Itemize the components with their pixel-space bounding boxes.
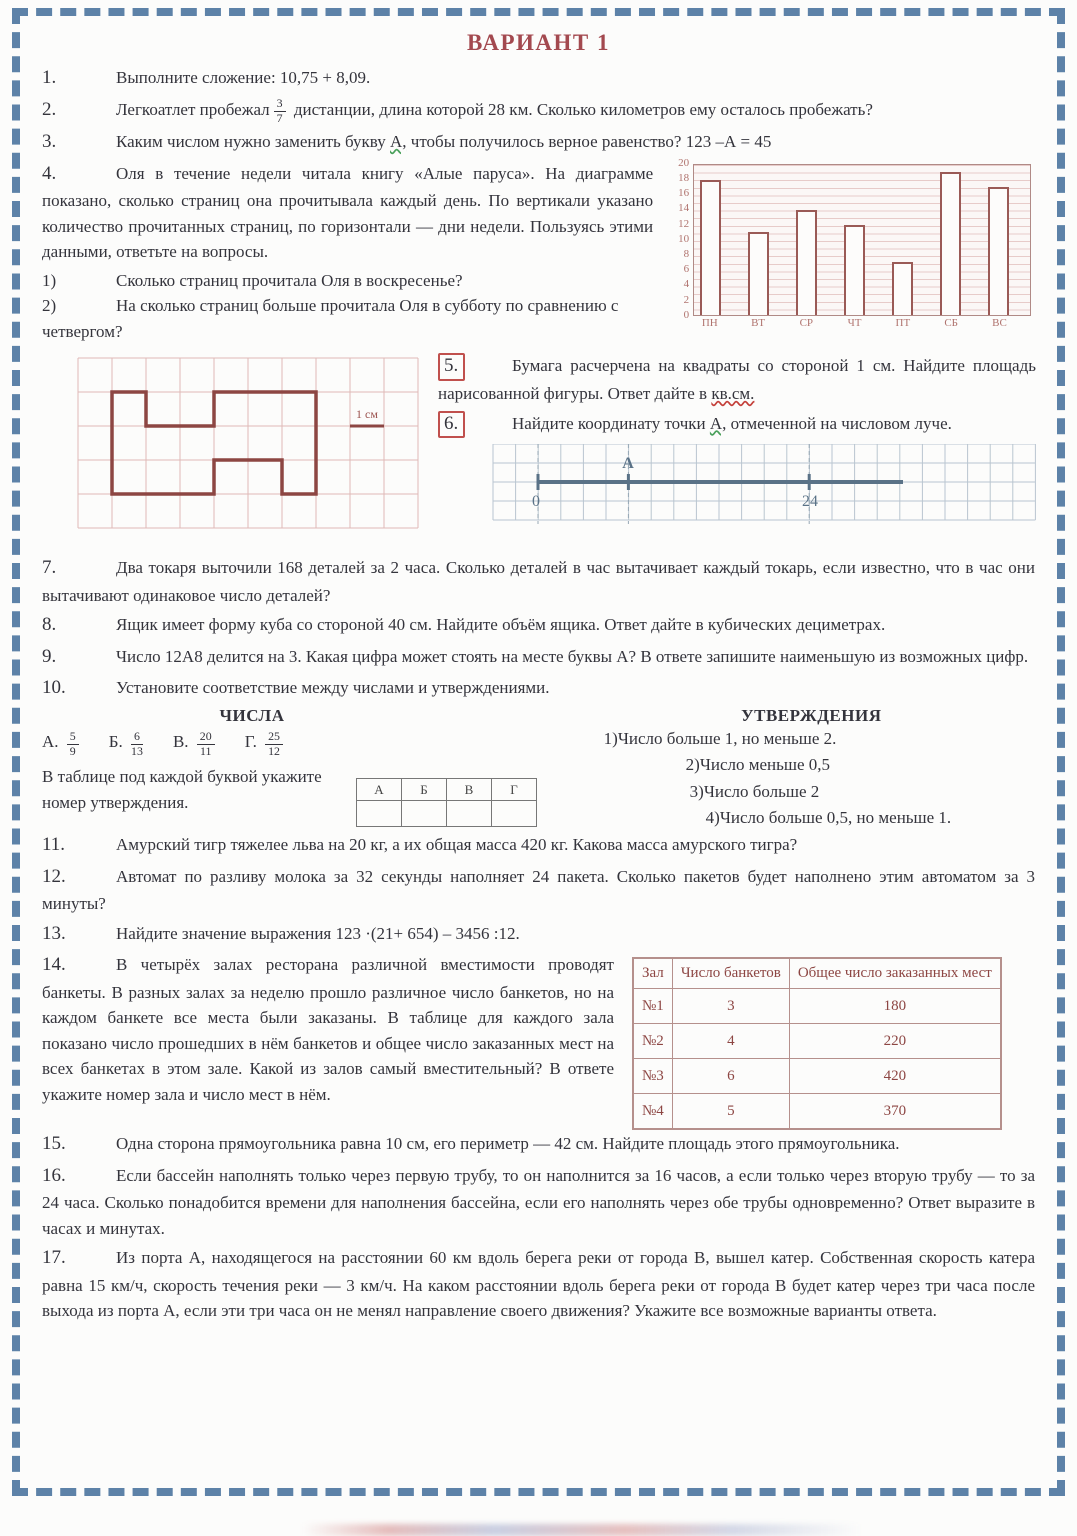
problem-12-text: Автомат по разливу молока за 32 секунды наполняет 24 пакета. Сколько пакетов будет наполнено этим автоматом за 3 минуты? <box>42 866 1035 914</box>
x-tick-label: ВС <box>992 316 1007 329</box>
banquet-cell: 420 <box>789 1059 1001 1094</box>
bar-ПТ <box>892 262 913 315</box>
number-option-fraction: $\frac{6}{13}$ <box>131 728 143 758</box>
page-title: ВАРИАНТ 1 <box>466 30 611 55</box>
banquet-row <box>633 1059 1001 1094</box>
problem-1 <box>42 64 1035 93</box>
problem-1-number: 1. <box>42 67 57 88</box>
chart-y-axis <box>667 156 693 321</box>
y-tick-label: 8 <box>683 248 690 260</box>
chart-plot <box>693 164 1031 316</box>
answer-note: В таблице под каждой буквой укажите номер утверждения. <box>42 767 322 812</box>
statements-heading: УТВЕРЖДЕНИЯ <box>741 705 882 725</box>
banquet-col-header: Число банкетов <box>672 958 789 989</box>
number-option-label: В. <box>172 732 193 752</box>
problem-2-number: 2. <box>42 98 57 120</box>
bar-СР <box>796 210 817 315</box>
problem-14-text: В четырёх залах ресторана различной вместимости проводят банкеты. В разных залах за неделю прошло различное число банкетов, но на каждом банкете все места были заказаны. В таблице для каждого зала показано число прошедших в нём банкетов и общее число заказанных мест на всех банкетах в этом зале. Какой из залов самый вместительный? В ответе укажите номер зала и число мест в нём. <box>42 955 614 1104</box>
bar-ВТ <box>748 232 769 315</box>
problem-15-number: 15. <box>42 1133 66 1155</box>
problem-5-units: кв.см. <box>711 384 755 404</box>
problem-7-number: 7. <box>42 557 57 579</box>
y-tick-label: 0 <box>683 308 690 321</box>
matching-section <box>42 706 1035 831</box>
problem-7-text: Два токаря выточили 168 деталей за 2 часа. Сколько деталей в час вытачивает каждый токарь, если известно, что в час они вытачивают одинаковое число деталей? <box>42 558 1035 605</box>
banquet-cell: №1 <box>633 989 672 1024</box>
answer-cell-В <box>447 801 492 827</box>
banquet-col-header: Зал <box>633 958 672 989</box>
problem-8 <box>42 611 1035 640</box>
dashed-border-frame <box>12 8 1065 1496</box>
problem-8-text: Ящик имеет форму куба со стороной 40 см. Найдите объём ящика. Ответ дайте в кубических дециметрах. <box>116 615 886 635</box>
problem-16 <box>42 1162 1035 1242</box>
bar-ВС <box>988 187 1009 315</box>
problem-14 <box>42 951 614 1127</box>
numbers-column <box>42 706 588 831</box>
banquet-cell: 180 <box>789 989 1001 1024</box>
statement-3: 3)Число больше 2 <box>689 781 820 801</box>
problem-6-text-after: отмеченной на числовом луче. <box>730 413 952 433</box>
problem-17-number: 17. <box>42 1247 66 1269</box>
y-tick-label: 12 <box>678 217 690 230</box>
y-tick-label: 18 <box>678 172 690 184</box>
problem-3-number: 3. <box>42 131 57 153</box>
answer-cell-Г <box>492 801 537 827</box>
figure-section <box>42 352 1035 534</box>
statements-list <box>588 726 1035 831</box>
problem-3-text-before: Каким числом нужно заменить букву <box>116 132 386 152</box>
y-tick-label: 6 <box>683 263 690 276</box>
x-tick-label: ПН <box>701 316 718 329</box>
bar-ЧТ <box>844 225 865 315</box>
problem-10-number: 10. <box>42 677 66 699</box>
problem-5-number: 5. <box>438 352 512 381</box>
problems-5-6-column <box>438 352 1036 534</box>
fraction-3-7: $\frac{3}{7}$ <box>274 97 286 125</box>
chart-x-labels <box>693 316 1031 331</box>
banquet-cell: 4 <box>672 1024 789 1059</box>
statements-column <box>588 706 1035 831</box>
numbers-heading: ЧИСЛА <box>219 705 285 725</box>
problem-16-text: Если бассейн наполнять только через первую трубу, то он наполнится за 16 часов, а если только через вторую трубу — то за 24 часа. Сколько понадобится времени для наполнения бассейна, если его наполнять через обе трубы одновременно? Ответ выразите в часах и минутах. <box>42 1165 1035 1238</box>
statement-4: 4)Число больше 0,5, но меньше 1. <box>705 807 952 827</box>
problem-3-letter-a: А, <box>390 132 407 152</box>
x-tick-label: ЧТ <box>847 316 862 329</box>
number-line-figure <box>488 444 1036 526</box>
number-option-fraction: $\frac{5}{9}$ <box>67 730 79 758</box>
problem-2-text-after: дистанции, длина которой 28 км. Сколько километров ему осталось пробежать? <box>293 99 873 119</box>
problem-4 <box>42 160 653 265</box>
scale-label: 1 см <box>356 407 378 422</box>
number-option-label: А. <box>42 732 63 752</box>
banquet-table-body <box>633 989 1001 1130</box>
banquet-cell: 220 <box>789 1024 1001 1059</box>
problem-10-text: Установите соответствие между числами и утверждениями. <box>116 678 550 698</box>
banquet-cell: №3 <box>633 1059 672 1094</box>
problem-17 <box>42 1244 1035 1324</box>
problem-14-section <box>42 951 1035 1130</box>
answer-col-А: А <box>357 779 402 801</box>
number-option-fraction: $\frac{20}{11}$ <box>197 730 215 758</box>
statement-1: 1)Число больше 1, но меньше 2. <box>603 728 837 748</box>
answer-table-head <box>357 779 537 801</box>
x-tick-label: ВТ <box>751 316 765 329</box>
grid-lines <box>78 358 418 528</box>
problem-3 <box>42 128 1035 157</box>
answer-col-Г: Г <box>492 779 537 801</box>
problem-17-text: Из порта А, находящегося на расстоянии 60 км вдоль берега реки от города В, вышел катер. Собственная скорость катера равна 15 км/ч, скорость течения реки — 3 км/ч. На каком расстоянии вдоль берега реки от города В будет катер через три часа после выхода из порта А, если эти три часа он не менял направление своего движения? Укажите все возможные варианты ответа. <box>42 1248 1035 1321</box>
problem-6-text-before: Найдите координату точки <box>512 413 706 433</box>
numbers-list <box>42 730 588 758</box>
banquet-row <box>633 1024 1001 1059</box>
problem-14-number: 14. <box>42 954 66 976</box>
problem-16-number: 16. <box>42 1164 66 1186</box>
problem-9 <box>42 643 1035 672</box>
problem-9-number: 9. <box>42 645 57 667</box>
problem-11-text: Амурский тигр тяжелее льва на 20 кг, а их общая масса 420 кг. Какова масса амурского тигра? <box>116 835 798 855</box>
answer-cell-Б <box>402 801 447 827</box>
answer-cell-А <box>357 801 402 827</box>
zero-label: 0 <box>532 493 540 511</box>
answer-col-В: В <box>447 779 492 801</box>
problem-4-question-1: 1) Сколько страниц прочитала Оля в воскресенье? <box>42 270 463 290</box>
problem-3-text-after: чтобы получилось верное равенство? 123 –А = 45 <box>410 132 772 152</box>
answer-table <box>356 778 537 827</box>
problem-6 <box>438 410 1036 439</box>
number-option-Г <box>244 728 287 758</box>
problem-4-section <box>42 156 1035 345</box>
banquet-cell: 370 <box>789 1094 1001 1130</box>
bar-ПН <box>700 180 721 315</box>
point-a-label: А <box>622 455 634 473</box>
problem-8-number: 8. <box>42 614 57 636</box>
problem-2-text-before: Легкоатлет пробежал <box>116 99 270 119</box>
problem-13 <box>42 920 1035 949</box>
number-option-label: Г. <box>244 732 262 752</box>
problem-11 <box>42 831 1035 860</box>
y-tick-label: 10 <box>678 232 690 245</box>
number-option-А <box>42 728 83 758</box>
banquet-table <box>632 957 1002 1130</box>
problem-10 <box>42 674 1035 703</box>
answer-table-row <box>357 801 537 827</box>
grid-figure <box>70 352 432 534</box>
banquet-col-header: Общее число заказанных мест <box>789 958 1001 989</box>
banquet-row <box>633 1094 1001 1130</box>
problem-1-text: Выполните сложение: 10,75 + 8,09. <box>116 68 371 87</box>
answer-col-Б: Б <box>402 779 447 801</box>
number-option-В <box>172 728 219 758</box>
problem-13-text: Найдите значение выражения 123 ·(21+ 654) – 3456 :12. <box>116 923 520 943</box>
statement-2: 2)Число меньше 0,5 <box>685 755 831 775</box>
banquet-cell: 6 <box>672 1059 789 1094</box>
problem-6-point-a: А, <box>709 413 727 433</box>
problem-4-text: Оля в течение недели читала книгу «Алые паруса». На диаграмме показано, сколько страниц она прочитывала каждый день. По вертикали указано количество прочитанных страниц, по горизонтали — дни недели. Пользуясь этими данными, ответьте на вопросы. <box>42 163 654 262</box>
bar-СБ <box>940 172 961 315</box>
problem-12-number: 12. <box>42 865 66 887</box>
problem-11-number: 11. <box>42 834 66 856</box>
problem-5-text: Бумага расчерчена на квадраты со стороной 1 см. Найдите площадь нарисованной фигуры. Ответ дайте в <box>438 356 1036 404</box>
problem-12 <box>42 863 1035 917</box>
banquet-cell: №4 <box>633 1094 672 1130</box>
y-tick-label: 16 <box>678 187 690 200</box>
problem-13-number: 13. <box>42 922 66 944</box>
problem-15-text: Одна сторона прямоугольника равна 10 см, его периметр — 42 см. Найдите площадь этого прямоугольника. <box>116 1134 900 1154</box>
problem-4-number: 4. <box>42 162 57 184</box>
problem-9-text: Число 12А8 делится на 3. Какая цифра может стоять на месте буквы А? В ответе запишите наименьшую из возможных цифр. <box>116 646 1029 666</box>
problem-5 <box>438 352 1036 406</box>
problem-6-number: 6. <box>438 410 512 439</box>
problem-2 <box>42 96 1035 126</box>
problem-4-text-column <box>42 160 653 345</box>
reading-bar-chart <box>667 156 1035 345</box>
y-tick-label: 14 <box>678 202 690 215</box>
banquet-cell: №2 <box>633 1024 672 1059</box>
problem-15 <box>42 1130 1035 1159</box>
number-option-fraction: $\frac{25}{12}$ <box>265 730 283 758</box>
twentyfour-label: 24 <box>802 493 818 511</box>
banquet-row <box>633 989 1001 1024</box>
banquet-table-head <box>633 958 1001 989</box>
number-option-label: Б. <box>108 732 127 752</box>
x-tick-label: СБ <box>944 316 958 329</box>
problem-4-question-2: 2) На сколько страниц больше прочитала Оля в субботу по сравнению с четвергом? <box>42 296 619 341</box>
x-tick-label: СР <box>799 316 814 329</box>
banquet-cell: 3 <box>672 989 789 1024</box>
y-tick-label: 2 <box>683 293 690 306</box>
y-tick-label: 20 <box>678 156 690 169</box>
y-tick-label: 4 <box>683 278 690 291</box>
next-page-edge-artifact <box>0 1524 1077 1536</box>
problem-7 <box>42 554 1035 608</box>
x-tick-label: ПТ <box>895 316 911 329</box>
number-option-Б <box>108 728 147 758</box>
banquet-cell: 5 <box>672 1094 789 1130</box>
